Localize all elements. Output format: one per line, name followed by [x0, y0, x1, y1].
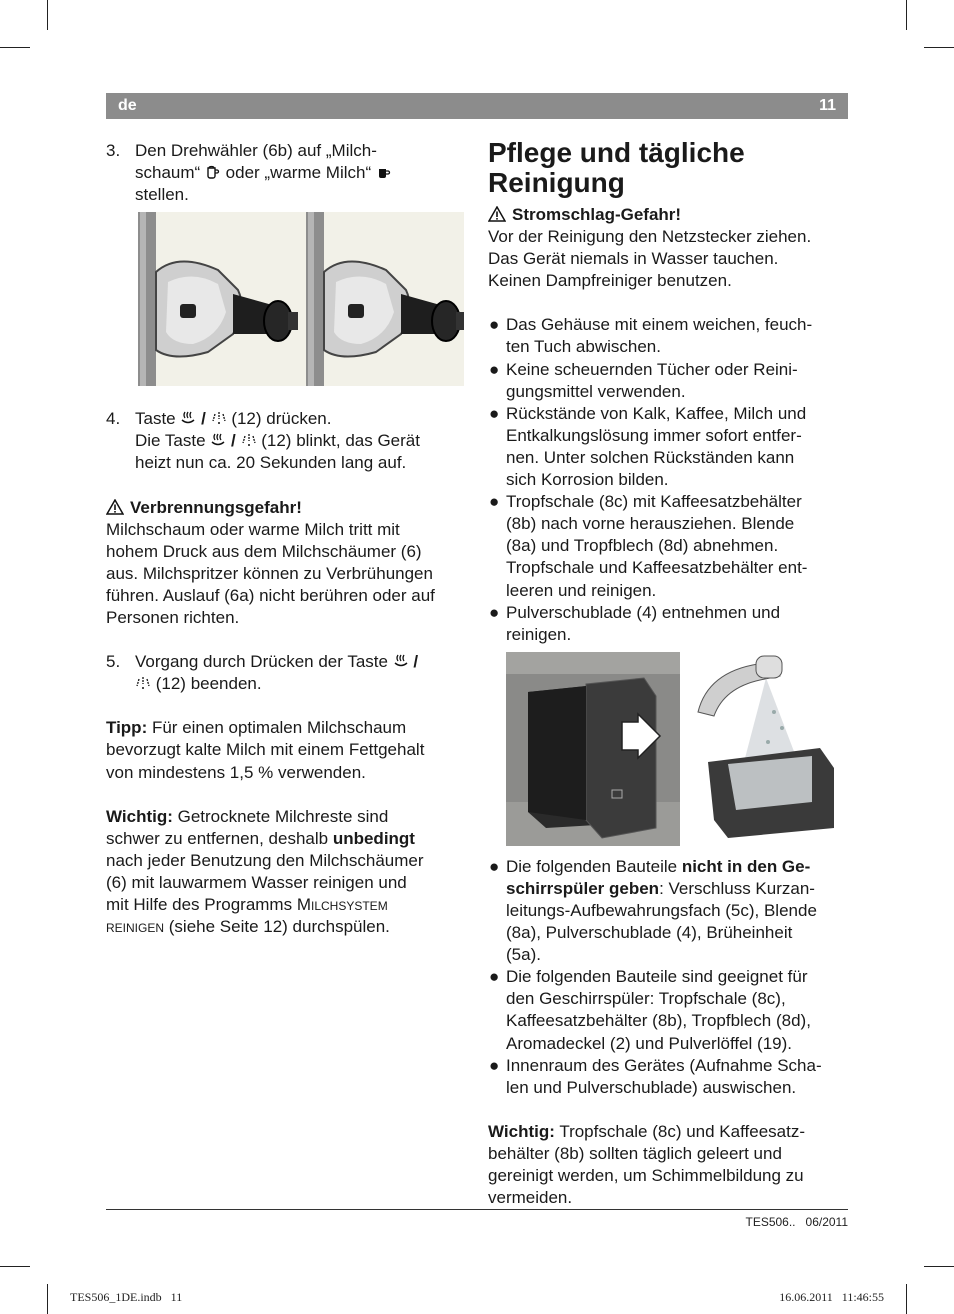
warning-title: Stromschlag-Gefahr!	[512, 205, 682, 224]
important-text: (siehe Seite 12) durchspülen.	[168, 917, 390, 937]
tip-paragraph	[106, 717, 466, 783]
important-line	[106, 806, 466, 828]
list-item-line: Pulverschublade (4) entnehmen und	[506, 602, 781, 622]
steam-icon	[210, 432, 226, 448]
warning-line: Milchschaum oder warme Milch tritt mit	[106, 519, 400, 539]
step-number: 5.	[106, 652, 121, 672]
milk-froth-icon	[205, 164, 221, 180]
list-item-text: Die folgenden Bauteile	[506, 856, 678, 876]
list-item-line: ten Tuch abwischen.	[506, 337, 661, 357]
slash-separator: /	[413, 652, 419, 672]
dishwasher-list	[488, 856, 850, 1099]
step-number: 4.	[106, 409, 121, 429]
step-5-line	[135, 651, 466, 673]
list-item	[488, 966, 850, 1054]
list-item-line	[506, 856, 850, 878]
list-item-line: Kaffeesatzbehälter (8b), Tropfblech (8d),	[506, 1011, 811, 1031]
warning-line: Vor der Reinigung den Netzstecker ziehen.	[488, 227, 812, 247]
list-item-line: leeren und reinigen.	[506, 580, 657, 600]
step-4-line	[135, 430, 466, 452]
step-4-text: Taste	[135, 409, 176, 429]
tip-line: von mindestens 1,5 % verwenden.	[106, 762, 366, 782]
warning-triangle-icon	[488, 206, 506, 222]
crop-mark	[906, 1284, 907, 1314]
list-item-line: den Geschirrspüler: Tropfschale (8c),	[506, 989, 786, 1009]
warning-title: Verbrennungsgefahr!	[130, 497, 302, 517]
list-item	[488, 1055, 850, 1099]
important-text: Getrocknete Milchreste sind	[177, 806, 389, 826]
step-3-text: schaum“	[135, 163, 201, 183]
page-number: 11	[819, 97, 836, 114]
bullet-dot: ●	[489, 967, 500, 987]
print-slug-file: TES506_1DE.indb 11	[70, 1290, 183, 1304]
list-item-line: len und Pulverschublade) auswischen.	[506, 1077, 797, 1097]
tip-line	[106, 717, 466, 739]
important-line: nach jeder Benutzung den Milchschäumer	[106, 850, 424, 870]
list-item	[488, 856, 850, 966]
warning-title-row	[106, 497, 466, 519]
important-line	[106, 894, 466, 916]
warning-triangle-icon	[106, 499, 124, 515]
list-item-line: Aromadeckel (2) und Pulverlöffel (19).	[506, 1033, 792, 1053]
important-label: Wichtig:	[106, 806, 173, 826]
list-item-line: Tropfschale und Kaffeesatzbehälter ent-	[506, 558, 808, 578]
slash-separator: /	[201, 409, 206, 429]
step-3-line: Den Drehwähler (6b) auf „Milch-	[135, 141, 377, 160]
list-item-line: (8b) nach vorne herausziehen. Blende	[506, 514, 795, 534]
bullet-dot: ●	[489, 359, 500, 379]
important-text: Tropfschale (8c) und Kaffeesatz-	[559, 1121, 805, 1141]
footer-rule	[106, 1209, 848, 1210]
step-4	[106, 408, 466, 474]
list-item	[488, 491, 850, 601]
important-paragraph	[488, 1121, 850, 1209]
burn-warning	[106, 497, 466, 630]
list-item-line: Keine scheuernden Tücher oder Reini-	[506, 359, 798, 379]
step-5-line	[135, 673, 466, 695]
section-title	[488, 138, 850, 198]
important-line: behälter (8b) sollten täglich geleert und	[488, 1143, 782, 1163]
warning-title-row	[488, 204, 850, 226]
language-code: de	[118, 97, 137, 114]
important-label: Wichtig:	[488, 1121, 555, 1141]
list-item	[488, 602, 850, 646]
tip-text: Für einen optimalen Milchschaum	[151, 718, 407, 738]
bullet-dot: ●	[489, 492, 500, 512]
important-line: (6) mit lauwarmem Wasser reinigen und	[106, 872, 407, 892]
crop-mark	[906, 0, 907, 30]
list-item-line: Die folgenden Bauteile sind geeignet für	[506, 967, 808, 987]
step-5-text: Vorgang durch Drücken der Taste	[135, 652, 388, 672]
hot-water-icon	[135, 675, 151, 691]
warning-line: führen. Auslauf (6a) nicht berühren oder auf	[106, 585, 435, 605]
bullet-dot: ●	[489, 1055, 500, 1075]
list-item-line: Das Gehäuse mit einem weichen, feuch-	[506, 315, 813, 335]
slash-separator: /	[231, 431, 236, 451]
list-item-line: Rückstände von Kalk, Kaffee, Milch und	[506, 403, 807, 423]
bullet-dot: ●	[489, 315, 500, 335]
crop-mark	[0, 47, 30, 48]
list-item-emphasis: nicht in den Ge-	[681, 856, 811, 876]
important-line	[488, 1121, 850, 1143]
step-4-text: (12) blinkt, das Gerät	[261, 431, 420, 451]
warning-line: hohem Druck aus dem Milchschäumer (6)	[106, 541, 422, 561]
step-3	[106, 140, 466, 206]
left-column	[106, 140, 466, 938]
hot-water-icon	[211, 410, 227, 426]
warning-line: Personen richten.	[106, 608, 240, 628]
steam-icon	[180, 410, 196, 426]
crop-mark	[0, 1266, 30, 1267]
shock-warning	[488, 204, 850, 292]
important-emphasis: unbedingt	[332, 828, 415, 848]
warning-line: Das Gerät niemals in Wasser tauchen.	[488, 249, 779, 269]
important-line: vermeiden.	[488, 1188, 573, 1208]
warm-milk-icon	[376, 164, 392, 180]
program-name: reinigen	[106, 917, 165, 937]
bullet-dot: ●	[489, 403, 500, 423]
step-4-line	[135, 408, 466, 430]
important-line	[106, 828, 466, 850]
step-4-line: heizt nun ca. 20 Sekunden lang auf.	[135, 453, 407, 473]
list-item-line: Entkalkungslösung immer sofort entfer-	[506, 425, 802, 445]
important-line: gereinigt werden, um Schimmelbildung zu	[488, 1166, 804, 1185]
footer-model-date: TES506.. 06/2011	[745, 1215, 848, 1229]
list-item-line	[506, 878, 850, 900]
crop-mark	[924, 1266, 954, 1267]
important-text: schwer zu entfernen, deshalb	[106, 828, 329, 848]
list-item	[488, 403, 850, 491]
step-number: 3.	[106, 141, 121, 160]
important-paragraph	[106, 806, 466, 939]
steam-icon	[393, 653, 409, 669]
list-item-line: leitungs-Aufbewahrungsfach (5c), Blende	[506, 900, 817, 920]
warning-line: Keinen Dampfreiniger benutzen.	[488, 271, 732, 291]
section-title-line: Pflege und tägliche	[488, 137, 745, 168]
tip-label: Tipp:	[106, 718, 148, 738]
right-column	[488, 138, 850, 1209]
list-item-line: Tropfschale (8c) mit Kaffeesatzbehälter	[506, 492, 802, 512]
page-header-bar	[106, 93, 848, 119]
section-title-line: Reinigung	[488, 167, 625, 198]
step-4-text: Die Taste	[135, 431, 206, 451]
bullet-dot: ●	[489, 856, 500, 876]
step-5	[106, 651, 466, 695]
list-item-line: reinigen.	[506, 624, 572, 644]
step-5-text: (12) beenden.	[155, 674, 262, 694]
list-item-line: (5a).	[506, 945, 541, 965]
list-item	[488, 359, 850, 403]
step-3-text: oder „warme Milch“	[225, 163, 372, 183]
step-4-text: (12) drücken.	[231, 409, 332, 429]
cleaning-list	[488, 314, 850, 645]
crop-mark	[47, 1284, 48, 1314]
drip-tray-photos	[488, 652, 850, 850]
list-item-line: Innenraum des Gerätes (Aufnahme Scha-	[506, 1055, 822, 1075]
rinsing-photo	[688, 652, 848, 846]
list-item-emphasis: schirrspüler geben	[506, 878, 660, 898]
list-item-line: (8a), Pulverschublade (4), Brüheinheit	[506, 923, 793, 943]
drip-tray-removal-photo	[506, 652, 680, 846]
list-item-line: gungsmittel verwenden.	[506, 381, 686, 401]
bullet-dot: ●	[489, 602, 500, 622]
list-item	[488, 314, 850, 358]
step-3-line: stellen.	[135, 185, 189, 205]
hot-water-icon	[241, 432, 257, 448]
frother-dial-photo	[138, 212, 464, 386]
important-text: mit Hilfe des Programms	[106, 894, 293, 914]
step-3-line	[135, 162, 466, 184]
tip-line: bevorzugt kalte Milch mit einem Fettgehalt	[106, 740, 425, 760]
important-line	[106, 916, 466, 938]
list-item-line: (8a) und Tropfblech (8d) abnehmen.	[506, 536, 779, 556]
print-slug-timestamp: 16.06.2011 11:46:55	[779, 1290, 884, 1304]
list-item-line: nen. Unter solchen Rückständen kann	[506, 447, 795, 467]
list-item-line: sich Korrosion bilden.	[506, 470, 669, 490]
list-item-text: : Verschluss Kurzan-	[659, 878, 815, 898]
program-name: Milchsystem	[296, 894, 388, 914]
crop-mark	[47, 0, 48, 30]
warning-line: aus. Milchspritzer können zu Verbrühungen	[106, 563, 433, 583]
crop-mark	[924, 47, 954, 48]
